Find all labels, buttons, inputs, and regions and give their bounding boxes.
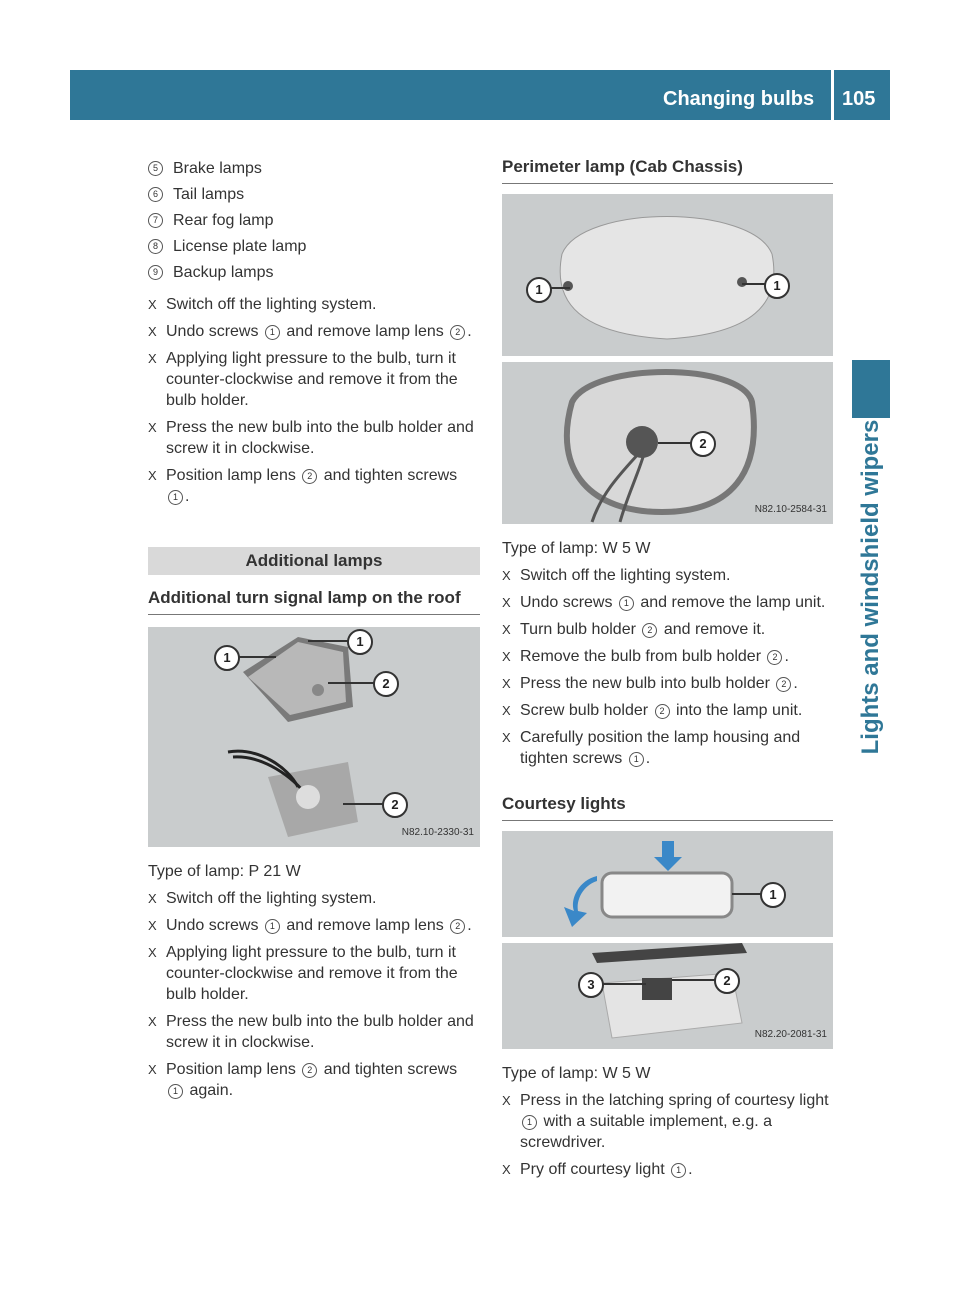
lamp-legend: [148, 158, 480, 288]
step: X Carefully position the lamp housing and tighten screws 1 .: [502, 729, 801, 767]
callout-1: 1: [347, 629, 373, 655]
step: X Applying light pressure to the bulb, turn it counter-clockwise and remove it from the bulb holder.: [148, 350, 458, 409]
lamp-illustration: [148, 627, 480, 847]
step: X Press the new bulb into the bulb holder and screw it in clockwise.: [148, 419, 474, 457]
legend-item: 9 Backup lamps: [148, 262, 480, 288]
instruction-steps: [502, 1090, 833, 1180]
step: X Press the new bulb into the bulb holder and screw it in clockwise.: [148, 1013, 474, 1051]
right-column: [502, 156, 833, 1186]
step: X Turn bulb holder 2 and remove it.: [502, 621, 766, 638]
courtesy-light-figure-bottom: [502, 943, 833, 1049]
step: X Switch off the lighting system.: [148, 890, 377, 907]
step: X Position lamp lens 2 and tighten screws 1 .: [148, 467, 458, 505]
header-divider: [831, 70, 834, 120]
section-heading: Additional lamps: [148, 547, 480, 575]
step: X Undo screws 1 and remove the lamp unit.: [502, 594, 826, 611]
callout-1: 1: [760, 882, 786, 908]
step: X Applying light pressure to the bulb, turn it counter-clockwise and remove it from the bulb holder.: [148, 944, 458, 1003]
callout-1: 1: [214, 645, 240, 671]
instruction-steps: [502, 565, 833, 769]
callout-3: 3: [578, 972, 604, 998]
legend-item: 5 Brake lamps: [148, 158, 480, 184]
step: X Press the new bulb into bulb holder 2 .: [502, 675, 798, 692]
step: X Switch off the lighting system.: [502, 567, 731, 584]
lamp-type: Type of lamp: W 5 W: [502, 1065, 651, 1082]
instruction-steps: [148, 888, 480, 1101]
callout-2: 2: [690, 431, 716, 457]
callout-2: 2: [714, 968, 740, 994]
perimeter-lamp-figure-top: [502, 194, 833, 356]
subsection-heading: Perimeter lamp (Cab Chassis): [502, 156, 833, 184]
step: X Screw bulb holder 2 into the lamp unit.: [502, 702, 803, 719]
legend-item: 7 Rear fog lamp: [148, 210, 480, 236]
subsection-heading: Courtesy lights: [502, 793, 833, 821]
step: X Position lamp lens 2 and tighten screws 1 again.: [148, 1061, 458, 1099]
figure-code: N82.10-2330-31: [401, 827, 474, 838]
page-number: 105: [842, 88, 876, 110]
page-title: Changing bulbs: [663, 88, 815, 110]
perimeter-lamp-figure-bottom: [502, 362, 833, 524]
courtesy-light-figure-top: [502, 831, 833, 937]
instruction-steps: [148, 294, 480, 507]
chapter-tab: [852, 360, 890, 418]
step: X Pry off courtesy light 1 .: [502, 1161, 693, 1178]
step: X Switch off the lighting system.: [148, 296, 377, 313]
subsection-heading: Additional turn signal lamp on the roof: [148, 587, 480, 615]
chapter-label: Lights and windshield wipers: [857, 419, 884, 755]
legend-item: 8 License plate lamp: [148, 236, 480, 262]
callout-1: 1: [526, 277, 552, 303]
figure-code: N82.20-2081-31: [754, 1029, 827, 1040]
step: X Remove the bulb from bulb holder 2 .: [502, 648, 789, 665]
lamp-type: Type of lamp: P 21 W: [148, 863, 301, 880]
callout-2: 2: [373, 671, 399, 697]
left-column: [148, 158, 480, 1107]
courtesy-light-illustration: [502, 831, 833, 937]
legend-item: 6 Tail lamps: [148, 184, 480, 210]
step: X Press in the latching spring of courtesy light 1 with a suitable implement, e.g. a screwdriver.: [502, 1092, 829, 1151]
turn-signal-lamp-figure: [148, 627, 480, 847]
lamp-type: Type of lamp: W 5 W: [502, 540, 651, 557]
step: X Undo screws 1 and remove lamp lens 2 .: [148, 917, 472, 934]
figure-code: N82.10-2584-31: [754, 504, 827, 515]
step: X Undo screws 1 and remove lamp lens 2 .: [148, 323, 472, 340]
callout-1: 1: [764, 273, 790, 299]
callout-2: 2: [382, 792, 408, 818]
